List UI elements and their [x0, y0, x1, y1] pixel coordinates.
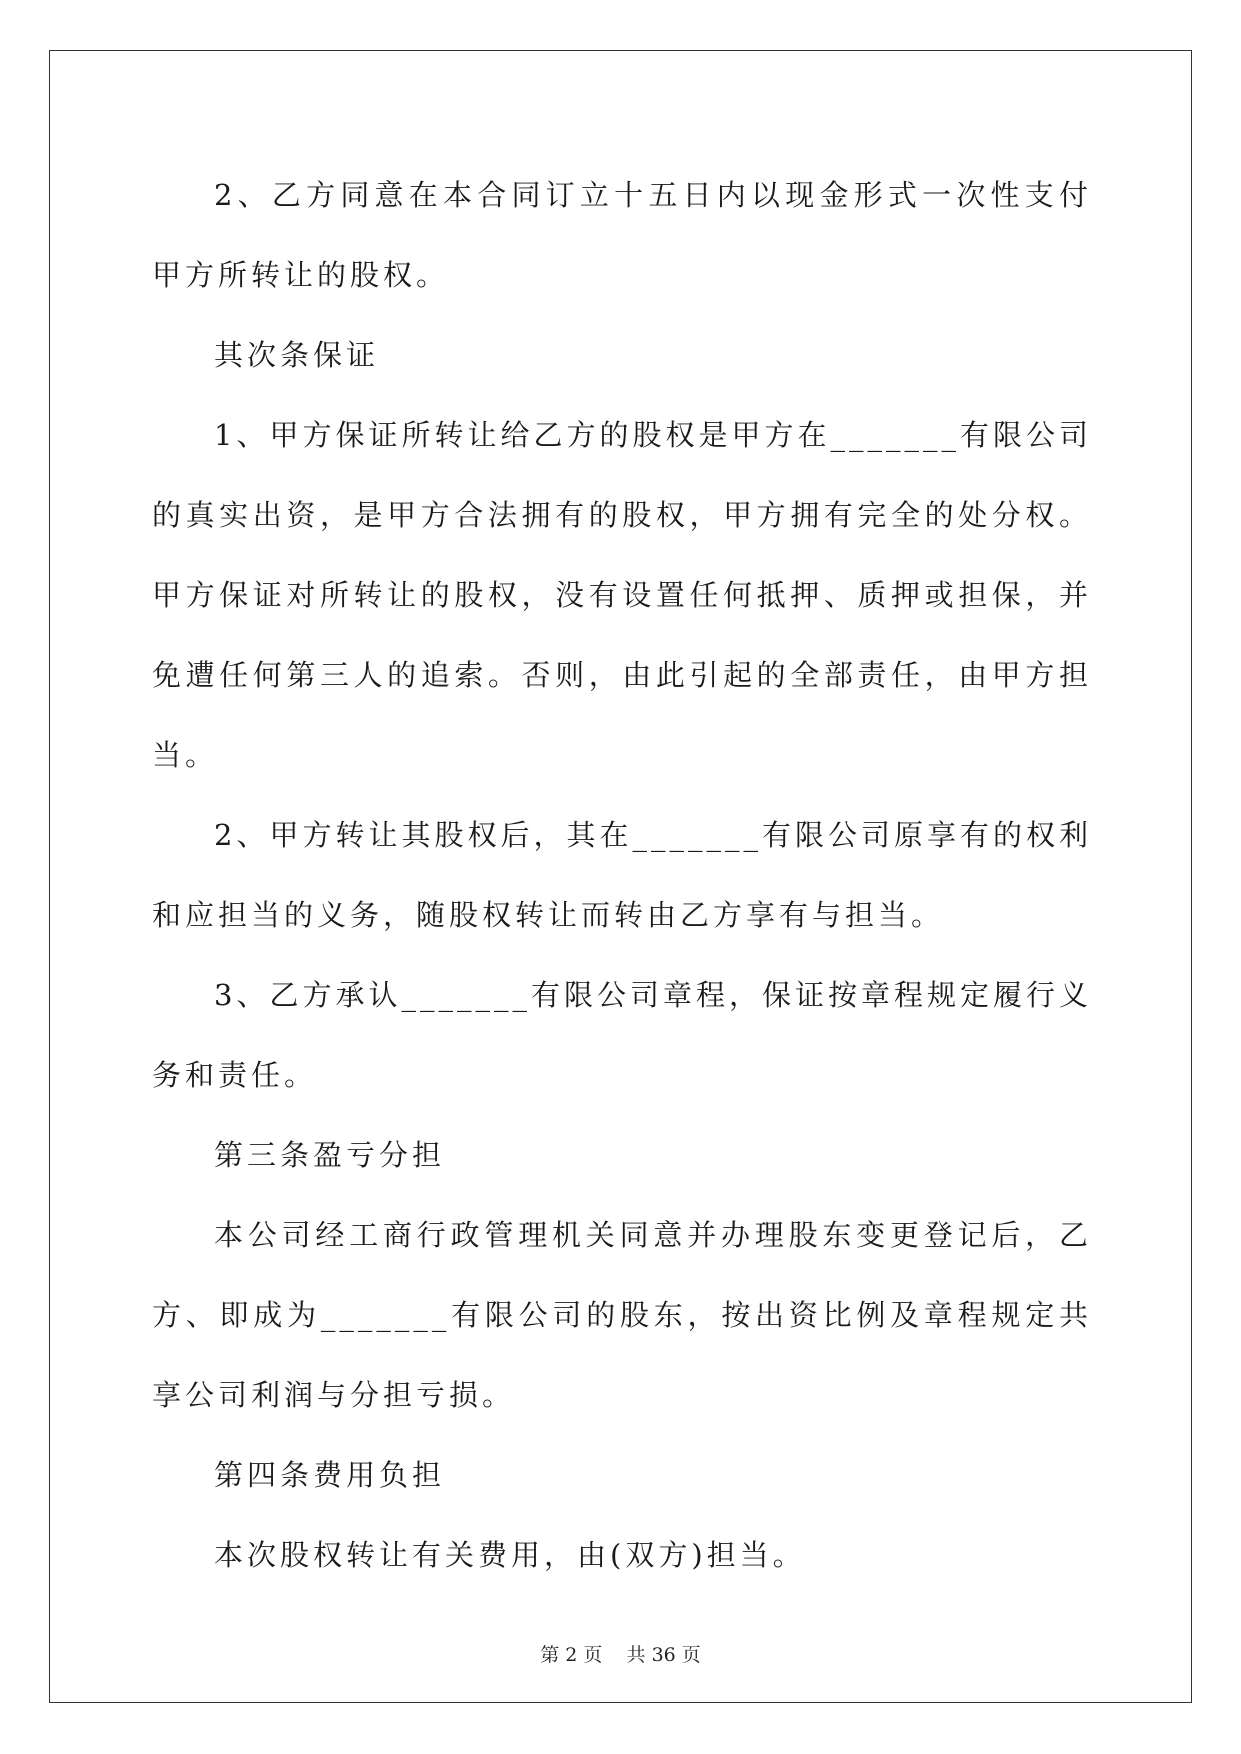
page-footer	[0, 1640, 1241, 1667]
paragraph-warranty-1: 1、甲方保证所转让给乙方的股权是甲方在_______有限公司的真实出资，是甲方合法拥有的股权，甲方拥有完全的处分权。甲方保证对所转让的股权，没有设置任何抵押、质押或担保，并免遭任何第三人的追索。否则，由此引起的全部责任，由甲方担当。	[152, 418, 1092, 772]
paragraph-profit-loss: 本公司经工商行政管理机关同意并办理股东变更登记后，乙方、即成为_______有限公司的股东，按出资比例及章程规定共享公司利润与分担亏损。	[152, 1218, 1092, 1412]
paragraph-payment-clause: 2、乙方同意在本合同订立十五日内以现金形式一次性支付甲方所转让的股权。	[152, 178, 1092, 292]
heading-expenses: 第四条费用负担	[214, 1458, 446, 1492]
heading-profit-loss: 第三条盈亏分担	[214, 1138, 446, 1172]
page-total: 共 36 页	[626, 1644, 701, 1666]
page-number: 第 2 页	[540, 1644, 603, 1666]
paragraph-warranty-2: 2、甲方转让其股权后，其在_______有限公司原享有的权利和应担当的义务，随股权转让而转由乙方享有与担当。	[152, 818, 1092, 932]
heading-warranty: 其次条保证	[214, 338, 380, 372]
paragraph-warranty-3: 3、乙方承认_______有限公司章程，保证按章程规定履行义务和责任。	[152, 978, 1092, 1092]
document-body	[152, 155, 1092, 1595]
paragraph-expenses: 本次股权转让有关费用，由(双方)担当。	[214, 1538, 806, 1572]
